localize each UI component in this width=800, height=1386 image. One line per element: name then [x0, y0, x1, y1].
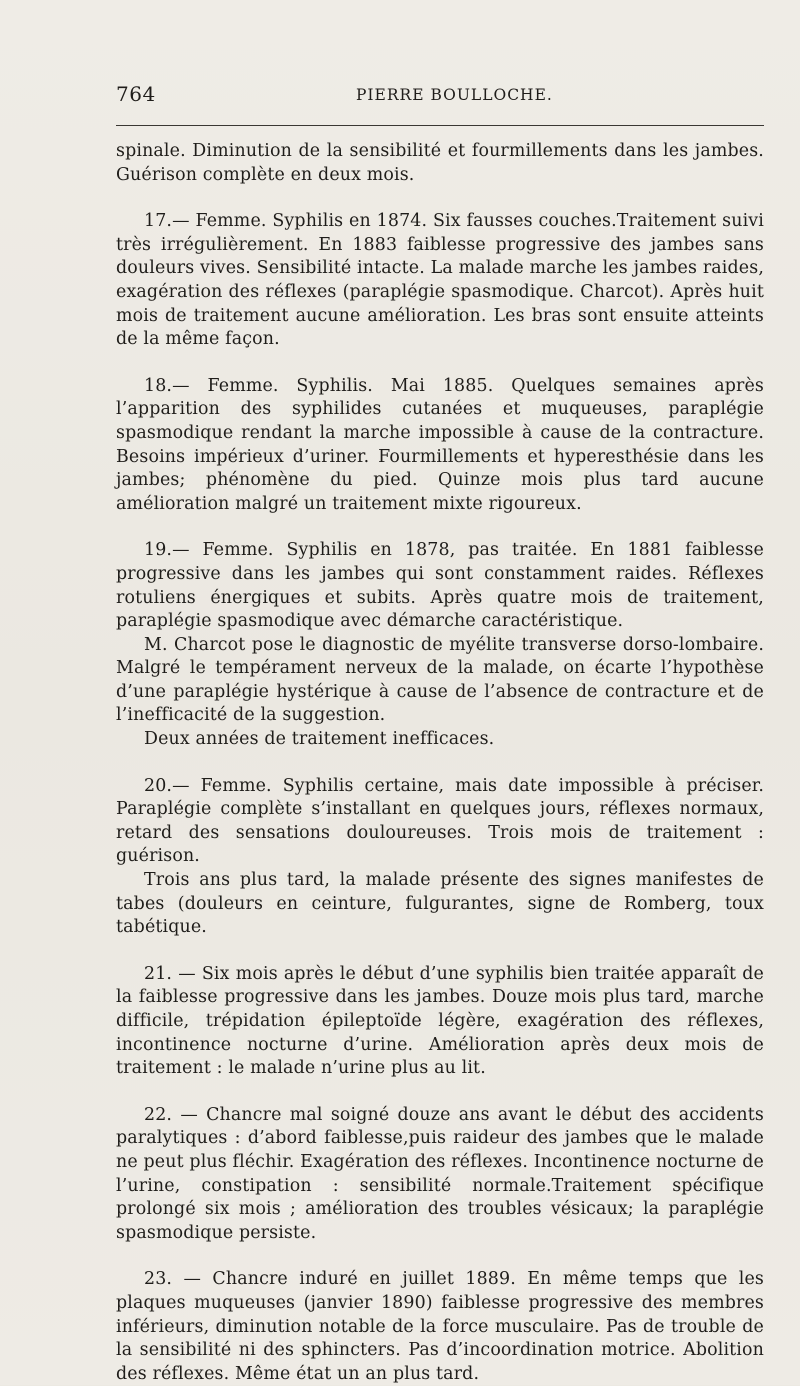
running-head: PIERRE BOULLOCHE. — [356, 86, 553, 104]
body-text — [116, 140, 764, 1386]
case-19-treatment-paragraph: Deux années de traitement inefficaces. — [144, 729, 495, 750]
case-19-diagnosis-paragraph: M. Charcot pose le diagnostic de myélite transverse dorso-lombaire. Malgré le tempérament nerveux de la malade, on écarte l’hypothèse d’une paraplégie hystérique à cause de l’absence de contracture et de l’inefficacité de la suggestion. — [116, 634, 764, 726]
page-header — [116, 82, 764, 112]
case-21-paragraph: 21. — Six mois après le début d’une syphilis bien traitée apparaît de la faiblesse progressive dans les jambes. Douze mois plus tard, marche difficile, trépidation épileptoïde légère, exagération des réflexes, incontinence nocturne d’urine. Amélioration après deux mois de traitement : le malade n’urine plus au lit. — [116, 963, 764, 1079]
case-23-paragraph: 23. — Chancre induré en juillet 1889. En même temps que les plaques muqueuses (janvier 1890) faiblesse progressive des membres inférieurs, diminution notable de la force musculaire. Pas de trouble de la sensibilité ni des sphincters. Pas d’incoordination motrice. Abolition des réflexes. Même état un an plus tard. — [116, 1269, 764, 1384]
page-number: 764 — [116, 82, 156, 106]
case-18-paragraph: 18.— Femme. Syphilis. Mai 1885. Quelques semaines après l’apparition des syphilides cutanées et muqueuses, paraplégie spasmodique rendant la marche impossible à cause de la contracture. Besoins impérieux d’uriner. Fourmillements et hyperesthésie dans les jambes; phénomène du pied. Quinze mois plus tard aucune amélioration malgré un traitement mixte rigoureux. — [116, 375, 764, 514]
case-19-paragraph: 19.— Femme. Syphilis en 1878, pas traitée. En 1881 faiblesse progressive dans les jambes qui sont constamment raides. Réflexes rotuliens énergiques et subits. Après quatre mois de traitement, paraplégie spasmodique avec démarche caractéristique. — [116, 540, 764, 632]
case-20-paragraph: 20.— Femme. Syphilis certaine, mais date impossible à préciser. Paraplégie complète s’installant en quelques jours, réflexes normaux, retard des sensations douloureuses. Trois mois de traitement : guérison. — [116, 775, 764, 867]
header-rule — [116, 125, 764, 126]
case-20-followup-paragraph: Trois ans plus tard, la malade présente des signes manifestes de tabes (douleurs en ceinture, fulgurantes, signe de Romberg, toux tabétique. — [116, 870, 764, 938]
case-17-paragraph: 17.— Femme. Syphilis en 1874. Six fausses couches.Traitement suivi très irrégulièrement. En 1883 faiblesse progressive des jambes sans douleurs vives. Sensibilité intacte. La malade marche les jambes raides, exagération des réflexes (paraplégie spasmodique. Charcot). Après huit mois de traitement aucune amélioration. Les bras sont ensuite atteints de la même façon. — [116, 211, 764, 350]
paragraph-continuation: spinale. Diminution de la sensibilité et fourmillements dans les jambes. Guérison complète en deux mois. — [116, 141, 764, 185]
case-22-paragraph: 22. — Chancre mal soigné douze ans avant le début des accidents paralytiques : d’abord faiblesse,puis raideur des jambes que le malade ne peut plus fléchir. Exagération des réflexes. Incontinence nocturne de l’urine, constipation : sensibilité normale.Traitement spécifique prolongé six mois ; amélioration des troubles vésicaux; la paraplégie spasmodique persiste. — [116, 1104, 764, 1243]
